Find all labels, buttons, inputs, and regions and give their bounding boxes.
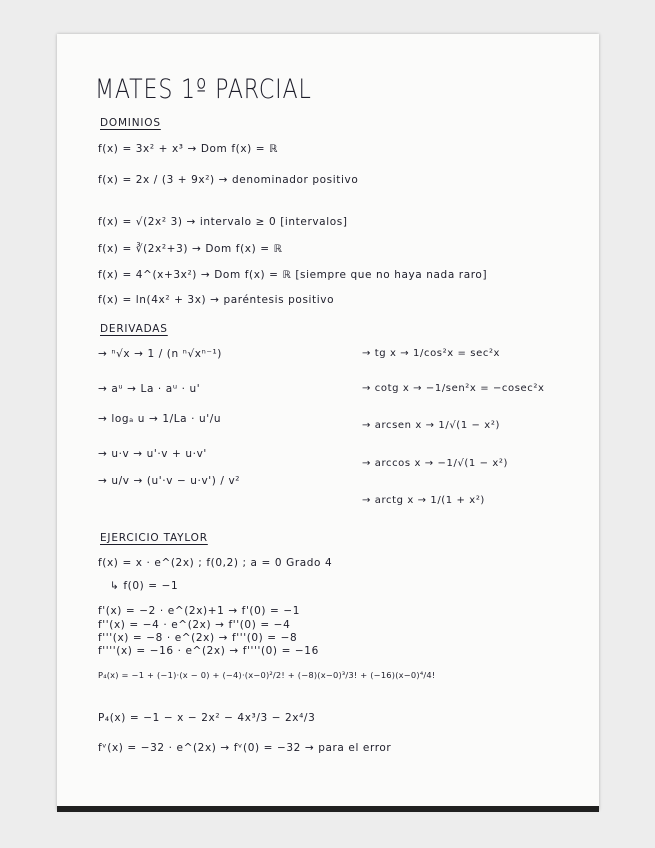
taylor-line-7: P₄(x) = −1 + (−1)·(x − 0) + (−4)·(x−0)²/2! + (−8)(x−0)³/3! + (−16)(x−0)⁴/4! [98, 670, 436, 680]
taylor-line-3: f'(x) = −2 · e^(2x)+1 → f'(0) = −1 [98, 605, 301, 617]
taylor-line-2: ↳ f(0) = −1 [110, 580, 179, 592]
section-taylor: EJERCICIO TAYLOR [100, 532, 208, 544]
taylor-line-8: P₄(x) = −1 − x − 2x² − 4x³/3 − 2x⁴/3 [98, 712, 316, 724]
taylor-line-1: f(x) = x · e^(2x) ; f(0,2) ; a = 0 Grado 4 [98, 557, 333, 569]
page-title: MATES 1º PARCIAL [95, 74, 312, 105]
derivada-left-3: → logₐ u → 1/La · u'/u [98, 413, 222, 425]
taylor-line-9: fᵛ(x) = −32 · e^(2x) → fᵛ(0) = −32 → para el error [98, 742, 392, 754]
derivada-left-2: → aᵘ → La · aᵘ · u' [98, 383, 201, 395]
dominio-line-4: f(x) = ∛(2x²+3) → Dom f(x) = ℝ [98, 243, 283, 255]
dominio-line-2 [98, 174, 358, 186]
derivada-right-5: → arctg x → 1/(1 + x²) [362, 495, 485, 506]
derivada-left-4: → u·v → u'·v + u·v' [98, 448, 207, 460]
dominio-line-3: f(x) = √(2x² 3) → intervalo ≥ 0 [intervalos] [98, 216, 348, 228]
page-bottom-edge [57, 806, 599, 812]
dominio-line-5: f(x) = 4^(x+3x²) → Dom f(x) = ℝ [siempre que no haya nada raro] [98, 269, 488, 281]
derivada-left-5: → u/v → (u'·v − u·v') / v² [98, 475, 241, 487]
dominio-line-6: f(x) = ln(4x² + 3x) → paréntesis positivo [98, 294, 335, 306]
dominio-line-2-text: f(x) = 2x / (3 + 9x²) → denominador positivo [98, 174, 359, 186]
derivada-right-1: → tg x → 1/cos²x = sec²x [362, 348, 501, 359]
taylor-line-6: f''''(x) = −16 · e^(2x) → f''''(0) = −16 [98, 645, 319, 657]
taylor-line-4: f''(x) = −4 · e^(2x) → f''(0) = −4 [98, 619, 291, 631]
derivada-right-4: → arccos x → −1/√(1 − x²) [362, 458, 509, 469]
section-dominios: DOMINIOS [100, 117, 161, 129]
taylor-line-5: f'''(x) = −8 · e^(2x) → f'''(0) = −8 [98, 632, 298, 644]
derivada-right-2: → cotg x → −1/sen²x = −cosec²x [362, 383, 545, 394]
section-derivadas: DERIVADAS [100, 323, 168, 335]
derivada-right-3: → arcsen x → 1/√(1 − x²) [362, 420, 500, 431]
dominio-line-1: f(x) = 3x² + x³ → Dom f(x) = ℝ [98, 143, 279, 155]
derivada-left-1: → ⁿ√x → 1 / (n ⁿ√xⁿ⁻¹) [98, 348, 222, 360]
